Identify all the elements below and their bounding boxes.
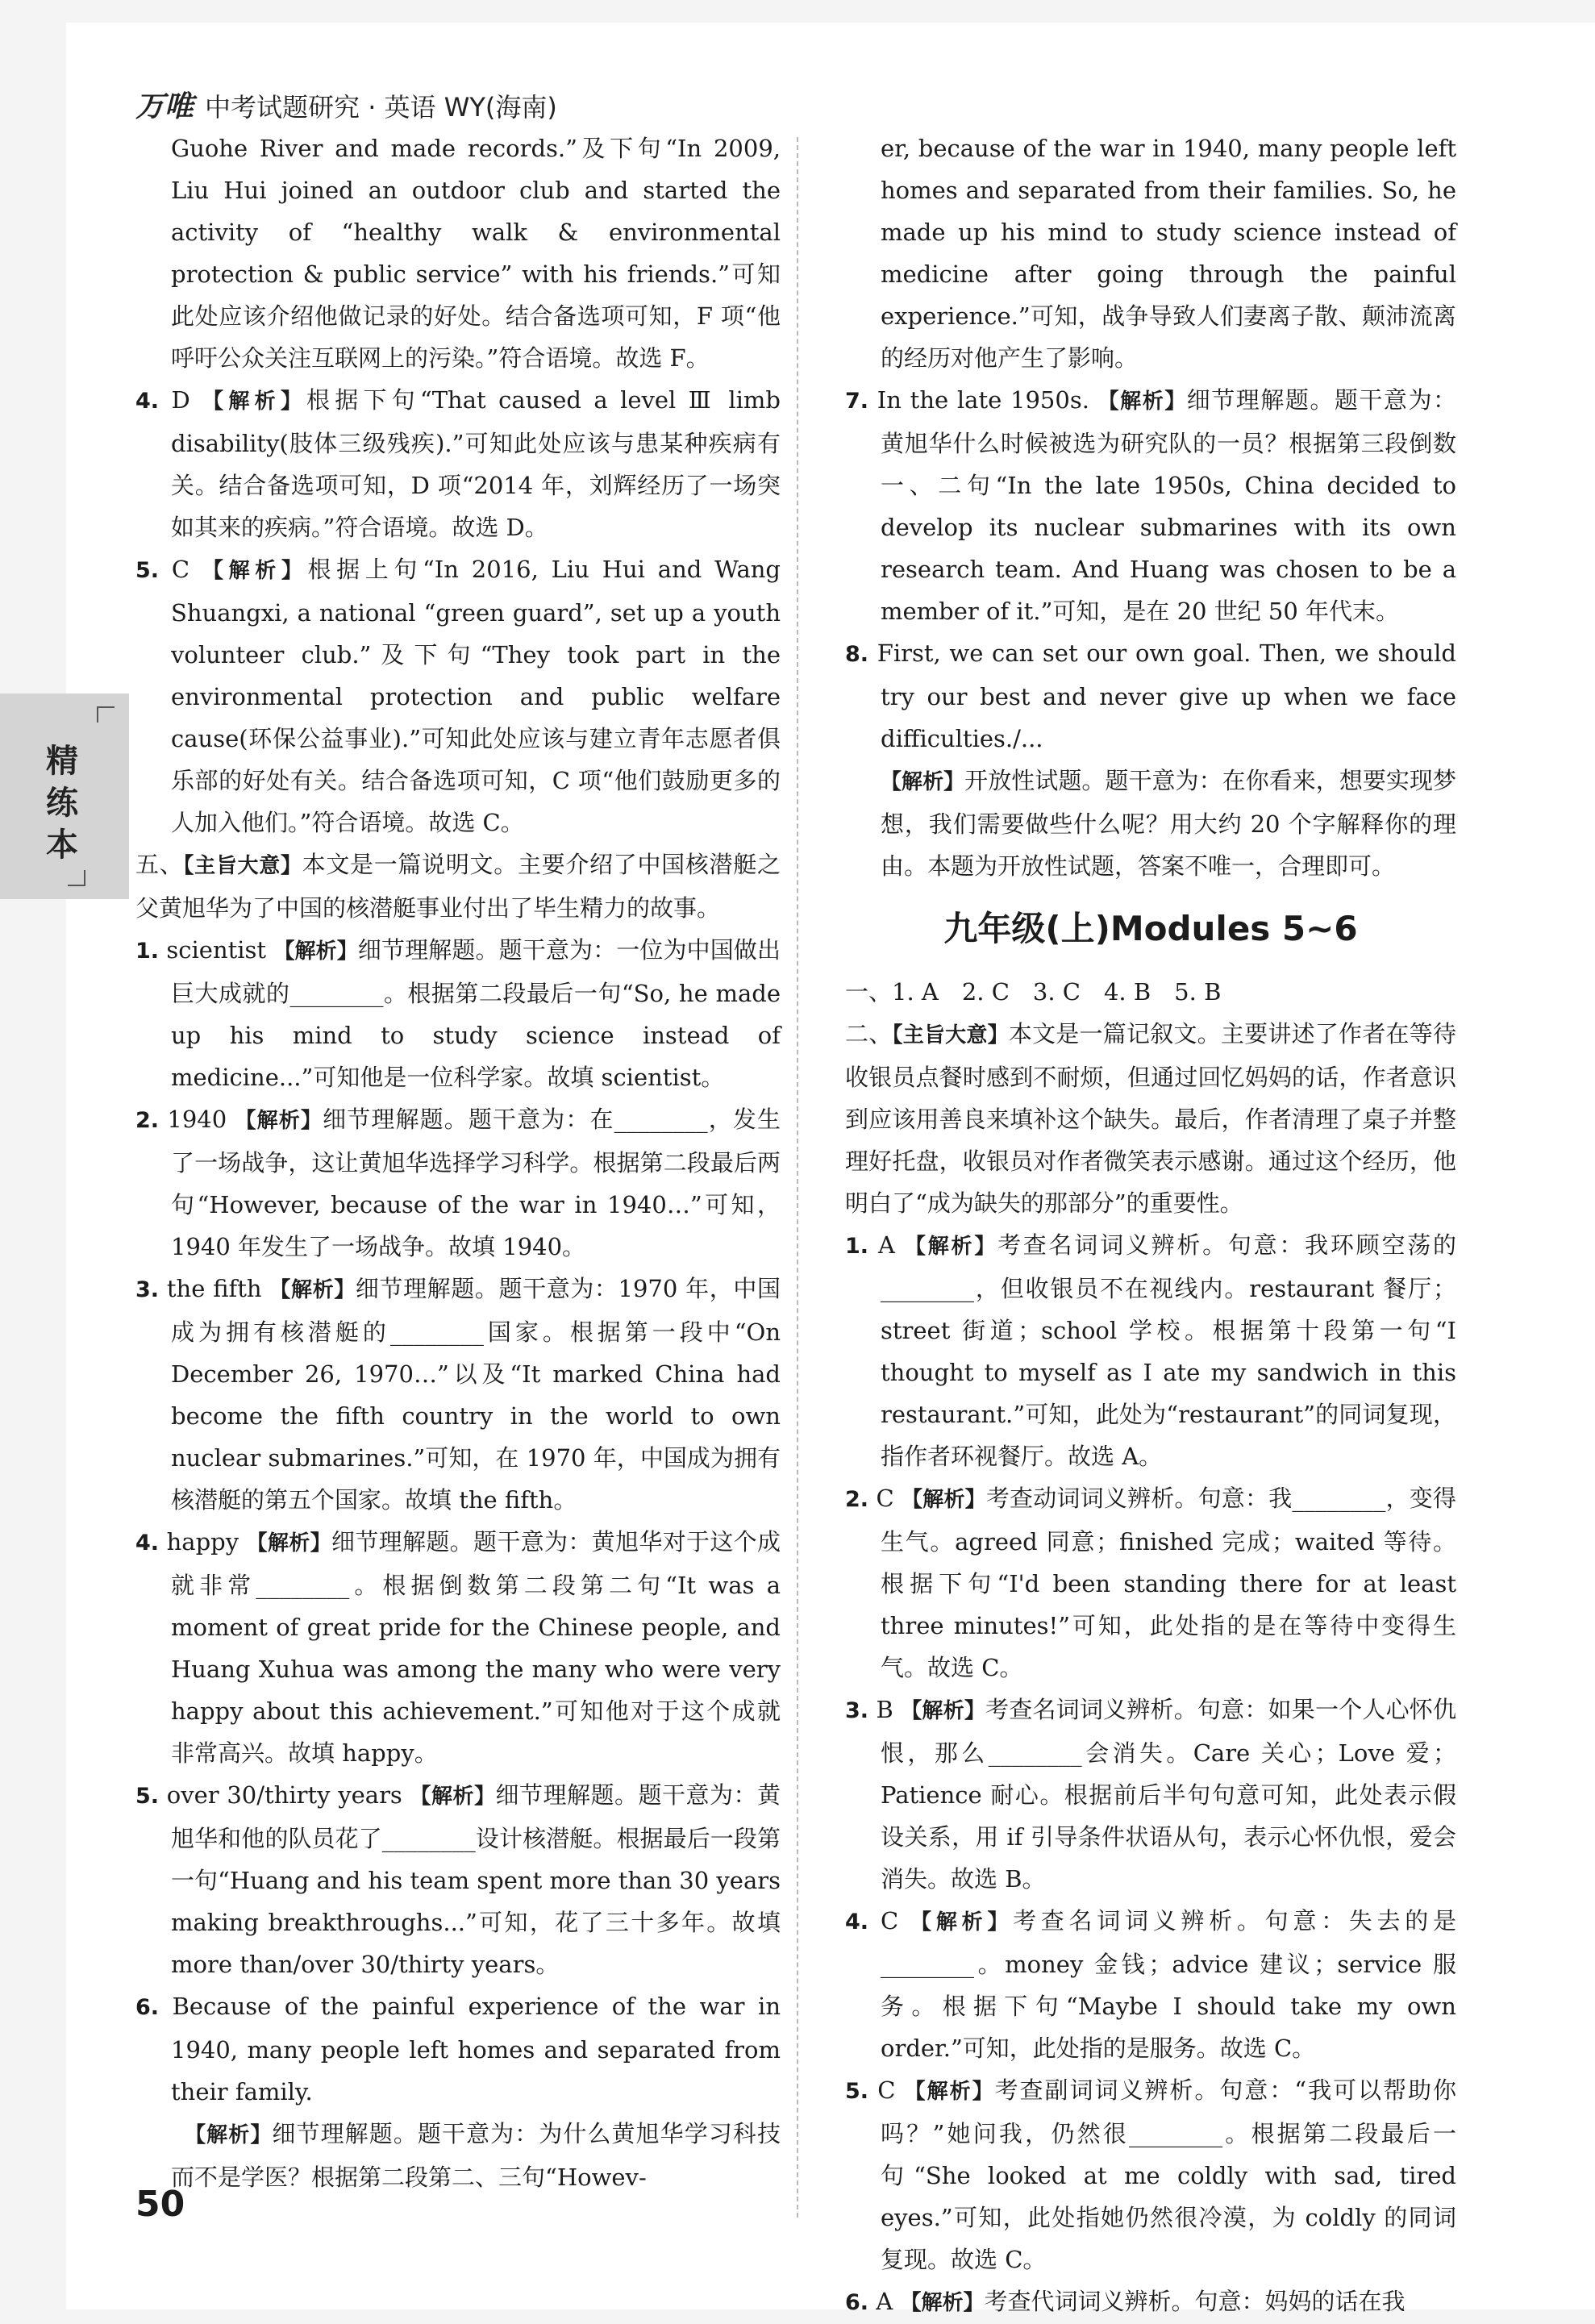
answer-item: 5. C 【解析】考查副词词义辨析。句意：“我可以帮助你吗？”她问我，仍然很________。根据第二段最后一句“She looked at me coldly with sad, tired eyes.”可知，此处指她仍然很冷漠，为 coldly 的同词复现。故选 C。 xyxy=(845,2076,1456,2273)
question-number: 2. xyxy=(845,1487,869,1512)
question-number: 5. xyxy=(135,1784,160,1809)
analysis-label: 【解析】 xyxy=(904,2080,995,2104)
side-tab-label: 精练本 xyxy=(46,743,78,864)
answer-item: 1. A 【解析】考查名词词义辨析。句意：我环顾空荡的________，但收银员不在视线内。restaurant 餐厅；street 街道；school 学校。根据第十段第一句“I thought to myself as I ate my sandwich in this restaurant.”可知，此处为“restaurant”的同词复现，指作者环视餐厅。故选 A。 xyxy=(845,1231,1456,1470)
analysis-label: 【解析】 xyxy=(202,389,307,414)
page-number: 50 xyxy=(135,2184,185,2225)
paragraph: 【解析】细节理解题。题干意为：为什么黄旭华学习科技而不是学医？根据第二段第二、三句“Howev- xyxy=(171,2120,781,2191)
question-number: 1. xyxy=(845,1234,869,1259)
question-number: 6. xyxy=(135,1995,160,2020)
question-number: 1. xyxy=(135,939,160,964)
left-column xyxy=(135,127,781,2198)
answer-item: 1. scientist 【解析】细节理解题。题干意为：一位为中国做出巨大成就的________。根据第二段最后一句“So, he made up his mind to study science instead of medicine...”可知他是一位科学家。故填 scientist。 xyxy=(135,936,781,1091)
analysis-label: 【解析】 xyxy=(246,1531,331,1556)
analysis-label: 【解析】 xyxy=(273,939,358,964)
book-title: 中考试题研究 · 英语 WY(海南) xyxy=(205,92,557,123)
question-number: 6. xyxy=(845,2290,869,2315)
analysis-label: 【解析】 xyxy=(900,2291,985,2315)
question-number: 4. xyxy=(845,1910,869,1935)
analysis-label: 【解析】 xyxy=(881,770,965,794)
analysis-label: 【解析】 xyxy=(1097,389,1187,414)
question-number: 3. xyxy=(845,1698,869,1723)
question-number: 5. xyxy=(845,2079,869,2104)
main-idea-label: 【主旨大意】 xyxy=(892,1023,1009,1047)
analysis-label: 【解析】 xyxy=(202,559,308,583)
analysis-label: 【解析】 xyxy=(902,1488,986,1512)
main-idea-label: 【主旨大意】 xyxy=(183,854,302,878)
answer-item: 5. C 【解析】根据上句“In 2016, Liu Hui and Wang Shuangxi, a national “green guard”, set up a youth volunteer club.”及下句“They took part in the environmental protection and public welfare cause(环保公益事业).”可知此处应该与建立青年志愿者俱乐部的好处有关。结合备选项可知，C 项“他们鼓励更多的人加入他们。”符合语境。故选 C。 xyxy=(135,556,781,836)
paragraph: 【解析】开放性试题。题干意为：在你看来，想要实现梦想，我们需要做些什么呢？用大约 20 个字解释你的理由。本题为开放性试题，答案不唯一，合理即可。 xyxy=(881,767,1456,880)
answer-item: 6. A 【解析】考查代词词义辨析。句意：妈妈的话在我 xyxy=(845,2288,1406,2315)
paragraph: er, because of the war in 1940, many people left homes and separated from their families. So, he made up his mind to study science instead of medicine after going through the painful experience.”可知，战争导致人们妻离子散、颠沛流离的经历对他产生了影响。 xyxy=(881,135,1456,372)
corner-bracket-icon xyxy=(97,706,115,723)
answer-item: 4. happy 【解析】细节理解题。题干意为：黄旭华对于这个成就非常________。根据倒数第二段第二句“It was a moment of great pride for the Chinese people, and Huang Xuhua was among the many who were very happy about this achievement.”可知他对于这个成就非常高兴。故填 happy。 xyxy=(135,1528,781,1767)
analysis-label: 【解析】 xyxy=(195,2123,273,2147)
question-number: 2. xyxy=(135,1108,160,1133)
paragraph: 一、1. A 2. C 3. C 4. B 5. B xyxy=(845,978,1222,1006)
answer-item: 4. D 【解析】根据下句“That caused a level Ⅲ limb disability(肢体三级残疾).”可知此处应该与患某种疾病有关。结合备选项可知，D 项“2014 年，刘辉经历了一场突如其来的疾病。”符合语境。故选 D。 xyxy=(135,386,781,541)
analysis-label: 【解析】 xyxy=(269,1278,356,1302)
question-number: 7. xyxy=(845,389,869,414)
analysis-label: 【解析】 xyxy=(410,1785,496,1809)
question-number: 5. xyxy=(135,558,160,583)
answer-item: 4. C 【解析】考查名词词义辨析。句意：失去的是________。money 金钱；advice 建议；service 服务。根据下句“Maybe I should take my own order.”可知，此处指的是服务。故选 C。 xyxy=(845,1907,1456,2062)
answer-item: 5. over 30/thirty years 【解析】细节理解题。题干意为：黄旭华和他的队员花了________设计核潜艇。根据最后一段第一句“Huang and his team spent more than 30 years making breakthroughs...”可知，花了三十多年。故填 more than/over 30/thirty years。 xyxy=(135,1781,781,1978)
analysis-label: 【解析】 xyxy=(904,1235,998,1259)
paragraph: 五、【主旨大意】本文是一篇说明文。主要介绍了中国核潜艇之父黄旭华为了中国的核潜艇事业付出了毕生精力的故事。 xyxy=(135,851,781,922)
corner-bracket-icon xyxy=(68,870,85,886)
module-heading: 九年级(上)Modules 5~6 xyxy=(943,909,1358,948)
paragraph: Guohe River and made records.”及下句“In 2009, Liu Hui joined an outdoor club and started the activity of “healthy walk & environmental protection & public service” with his friends.”可知此处应该介绍他做记录的好处。结合备选项可知，F 项“他呼吁公众关注互联网上的污染。”符合语境。故选 F。 xyxy=(171,135,781,372)
side-tab xyxy=(0,693,129,899)
question-number: 4. xyxy=(135,389,160,414)
question-number: 8. xyxy=(845,642,869,667)
page-header xyxy=(135,84,557,125)
answer-item: 3. the fifth 【解析】细节理解题。题干意为：1970 年，中国成为拥有核潜艇的________国家。根据第一段中“On December 26, 1970…”以及“It marked China had become the fifth country in the world to own nuclear submarines.”可知，在 1970 年，中国成为拥有核潜艇的第五个国家。故填 the fifth。 xyxy=(135,1275,781,1514)
answer-item: 6. Because of the painful experience of the war in 1940, many people left homes and separated from their family. xyxy=(135,1993,781,2105)
question-number: 3. xyxy=(135,1277,160,1302)
column-divider xyxy=(797,137,798,2218)
answer-item: 3. B 【解析】考查名词词义辨析。句意：如果一个人心怀仇恨，那么________会消失。Care 关心；Love 爱；Patience 耐心。根据前后半句句意可知，此处表示假设关系，用 if 引导条件状语从句，表示心怀仇恨，爱会消失。故选 B。 xyxy=(845,1696,1456,1893)
brand-logo: 万唯 xyxy=(135,90,194,123)
answer-item: 8. First, we can set our own goal. Then, we should try our best and never give up when we face difficulties./... xyxy=(845,639,1456,752)
right-column xyxy=(845,127,1456,2324)
analysis-label: 【解析】 xyxy=(235,1109,323,1133)
paragraph: 二、【主旨大意】本文是一篇记叙文。主要讲述了作者在等待收银员点餐时感到不耐烦，但通过回忆妈妈的话，作者意识到应该用善良来填补这个缺失。最后，作者清理了桌子并整理好托盘，收银员对作者微笑表示感谢。通过这个经历，他明白了“成为缺失的那部分”的重要性。 xyxy=(845,1020,1456,1217)
analysis-label: 【解析】 xyxy=(910,1910,1014,1935)
analysis-label: 【解析】 xyxy=(901,1699,986,1723)
question-number: 4. xyxy=(135,1531,160,1556)
answer-item: 2. C 【解析】考查动词词义辨析。句意：我________，变得生气。agreed 同意；finished 完成；waited 等待。根据下句“I'd been standing there for at least three minutes!”可知，此处指的是在等待中变得生气。故选 C。 xyxy=(845,1485,1456,1681)
answer-item: 7. In the late 1950s. 【解析】细节理解题。题干意为：黄旭华什么时候被选为研究队的一员？根据第三段倒数一、二句“In the late 1950s, China decided to develop its nuclear submarines with its own research team. And Huang was chosen to be a member of it.”可知，是在 20 世纪 50 年代末。 xyxy=(845,386,1456,625)
answer-item: 2. 1940 【解析】细节理解题。题干意为：在________，发生了一场战争，这让黄旭华选择学习科学。根据第二段最后两句“However, because of the war in 1940…”可知，1940 年发生了一场战争。故填 1940。 xyxy=(135,1106,781,1260)
